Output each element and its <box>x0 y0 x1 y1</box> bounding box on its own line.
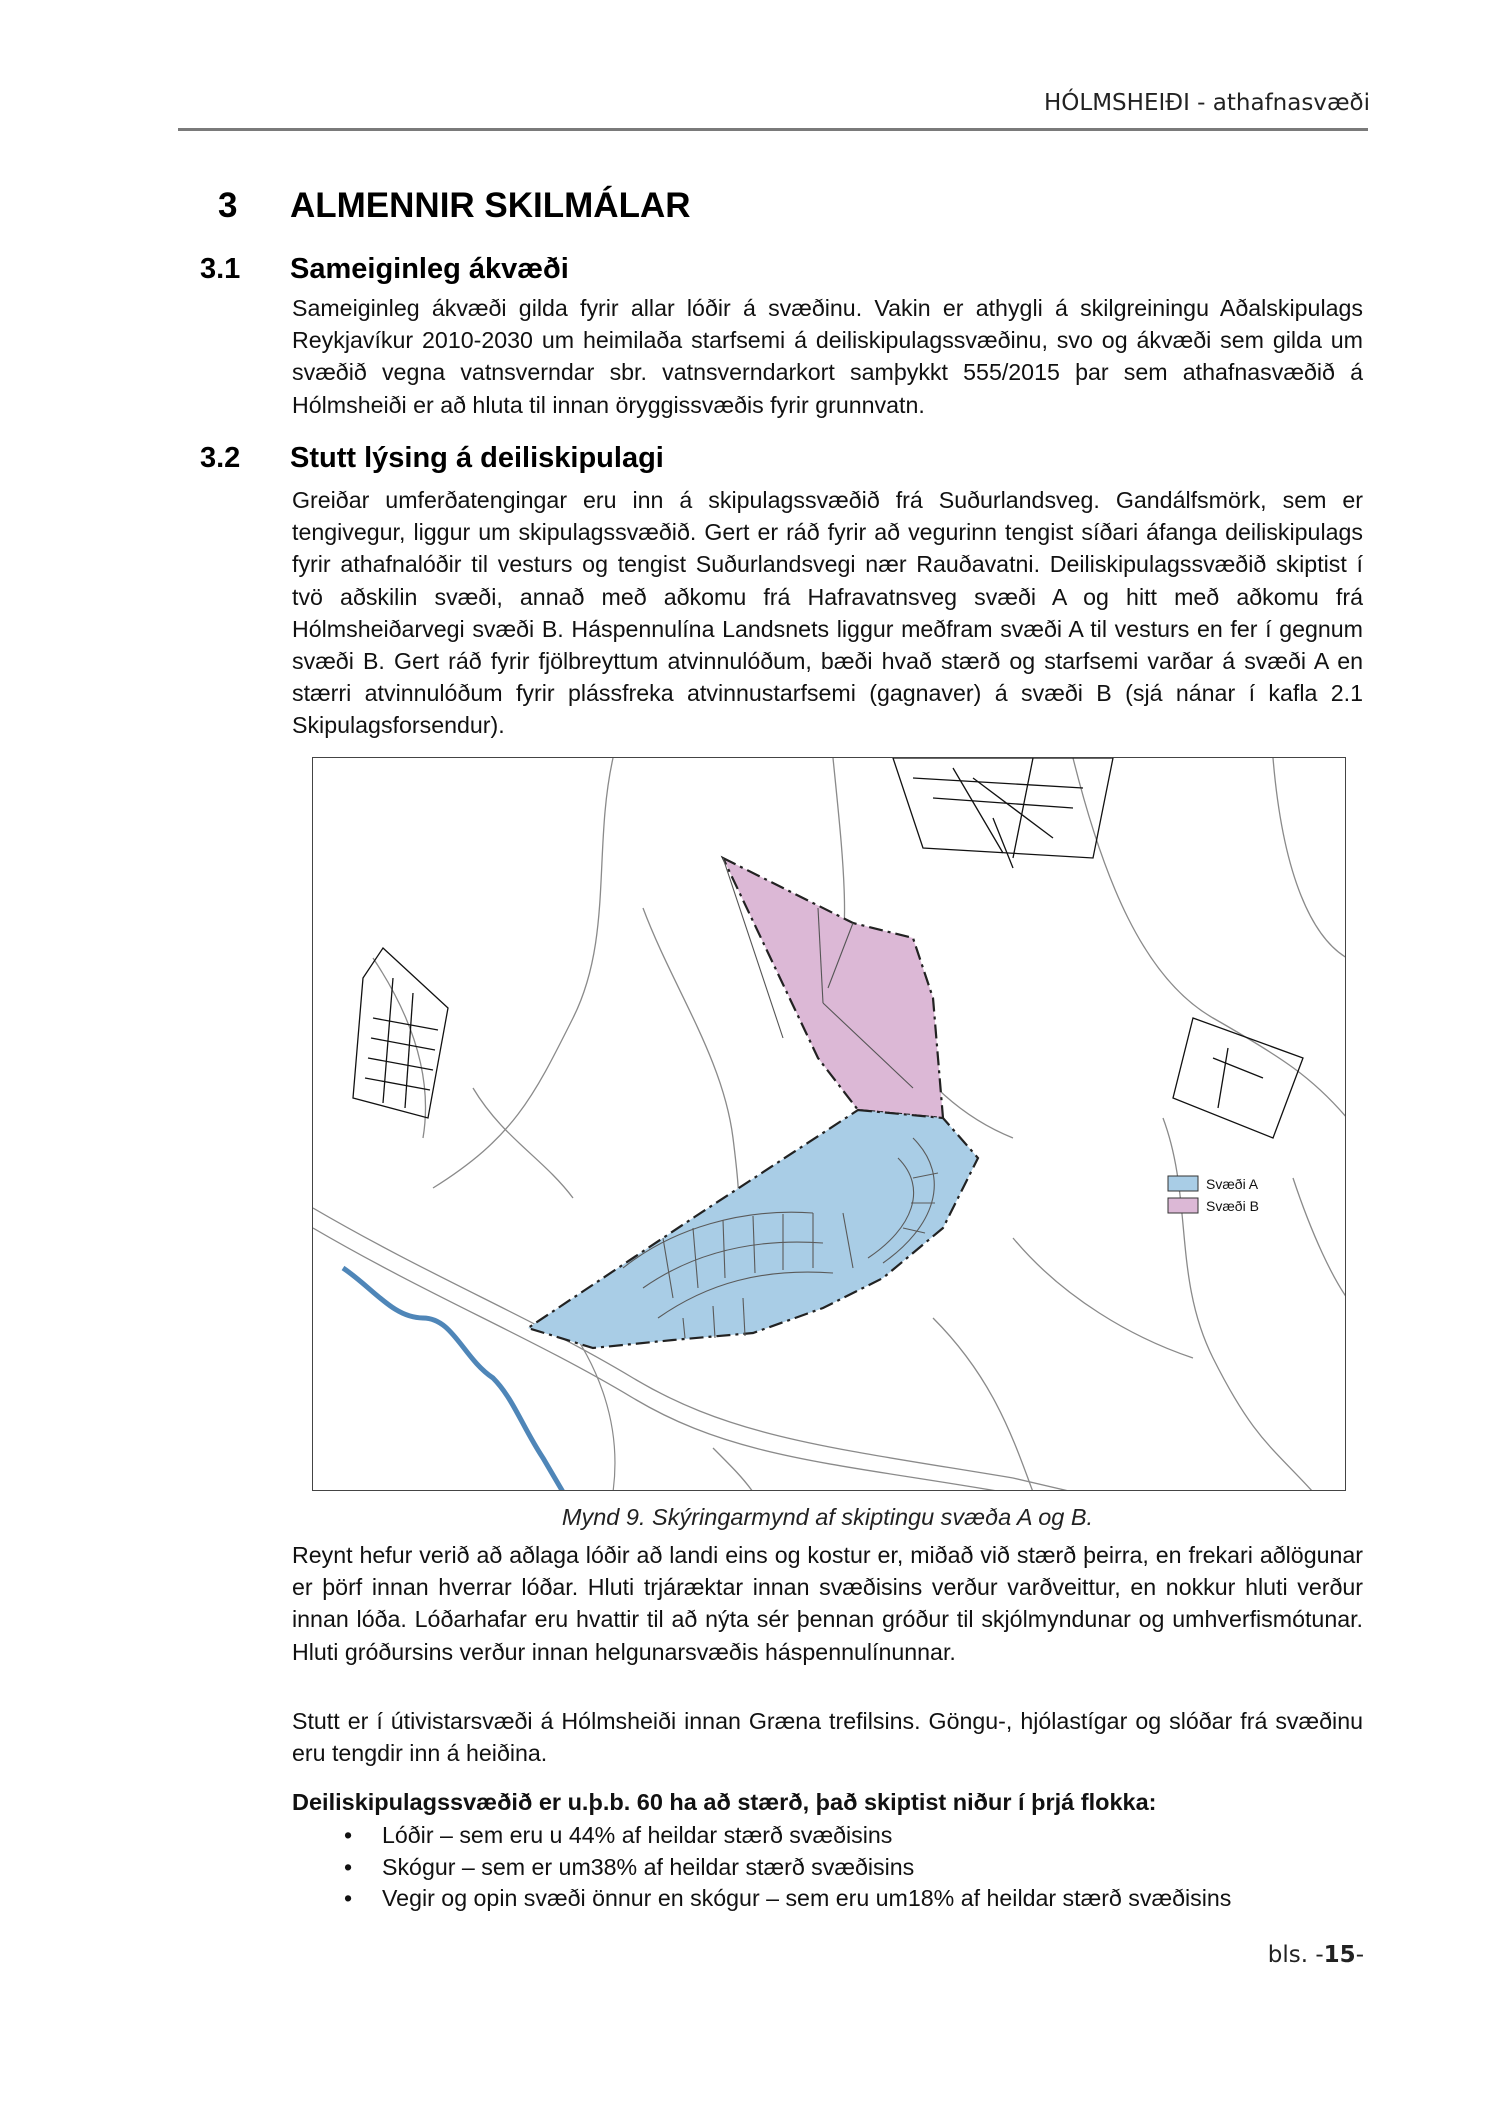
legend-swatch-a <box>1168 1176 1198 1191</box>
section-3-2-body: Greiðar umferðatengingar eru inn á skipulagssvæðið frá Suðurlandsveg. Gandálfsmörk, sem er tengivegur, liggur um skipulagssvæðið. Gert er ráð fyrir að vegurinn tengist síðari áfanga deiliskipulags fyrir athafnalóðir til vesturs og tengist Suðurlandsvegi nær Rauðavatni. Deiliskipulagssvæðið skiptist í tvö aðskilin svæði, annað með aðkomu frá Hafravatnsveg svæði A og hitt með aðkomu frá Hólmsheiðarvegi svæði B. Háspennulína Landsnets liggur meðfram svæði A til vesturs en fer í gegnum svæði B. Gert ráð fyrir fjölbreyttum atvinnulóðum, bæði hvað stærð og starfsemi varðar á svæði A en stærri atvinnulóðum fyrir plássfreka atvinnustarfsemi (gagnaver) á svæði B (sjá nánar í kafla 2.1 Skipulagsforsendur). <box>292 487 1363 739</box>
section-3-1-number: 3.1 <box>200 253 241 285</box>
summary-heading: Deiliskipulagssvæðið er u.þ.b. 60 ha að stærð, það skiptist niður í þrjá flokka: <box>292 1789 1157 1815</box>
bullet-icon: • <box>344 1822 353 1848</box>
zoning-map <box>313 758 1346 1491</box>
list-item: • Vegir og opin svæði önnur en skógur – sem eru um18% af heildar stærð svæðisins <box>292 1883 1231 1915</box>
running-header: HÓLMSHEIÐI - athafnasvæði <box>1044 90 1370 116</box>
page-number: bls. -15- <box>1267 1942 1364 1968</box>
section-3-2-number: 3.2 <box>200 442 241 474</box>
legend-label-b: Svæði B <box>1206 1198 1259 1214</box>
header-rule <box>178 128 1368 131</box>
list-item: • Skógur – sem er um38% af heildar stærð svæðisins <box>292 1852 1231 1884</box>
summary-list <box>292 1820 1231 1915</box>
bullet-icon: • <box>344 1885 353 1911</box>
legend-swatch-b <box>1168 1198 1198 1213</box>
chapter-title: ALMENNIR SKILMÁLAR <box>290 186 691 225</box>
list-item: • Lóðir – sem eru u 44% af heildar stærð svæðisins <box>292 1820 1231 1852</box>
figure-caption: Mynd 9. Skýringarmynd af skiptingu svæða A og B. <box>561 1504 1094 1530</box>
legend-label-a: Svæði A <box>1206 1176 1259 1192</box>
section-3-2-title: Stutt lýsing á deiliskipulagi <box>290 442 664 474</box>
paragraph-lots: Reynt hefur verið að aðlaga lóðir að landi eins og kostur er, miðað við stærð þeirra, en frekari aðlögunar er þörf innan hverrar lóðar. Hluti trjáræktar innan svæðisins verður varðveittur, en nokkur hluti verður innan lóða. Lóðarhafar eru hvattir til að nýta sér þennan gróður til skjólmyndunar og umhverfismótunar. Hluti gróðursins verður innan helgunarsvæðis háspennulínunnar. <box>292 1542 1363 1665</box>
bullet-icon: • <box>344 1853 353 1880</box>
section-3-1-body: Sameiginleg ákvæði gilda fyrir allar lóðir á svæðinu. Vakin er athygli á skilgreiningu Aðalskipulags Reykjavíkur 2010-2030 um heimilaða starfsemi á deiliskipulagssvæðinu, svo og ákvæði sem gilda um svæðið vegna vatnsverndar sbr. vatnsverndarkort samþykkt 555/2015 þar sem athafnasvæðið á Hólmsheiði er að hluta til innan öryggissvæðis fyrir grunnvatn. <box>292 295 1363 418</box>
chapter-number: 3 <box>218 186 238 225</box>
section-3-1-title: Sameiginleg ákvæði <box>290 253 569 285</box>
zoning-map-figure <box>312 757 1346 1491</box>
paragraph-recreation: Stutt er í útivistarsvæði á Hólmsheiði innan Græna trefilsins. Göngu-, hjólastígar og slóðar frá svæðinu eru tengdir inn á heiðina. <box>292 1708 1363 1767</box>
